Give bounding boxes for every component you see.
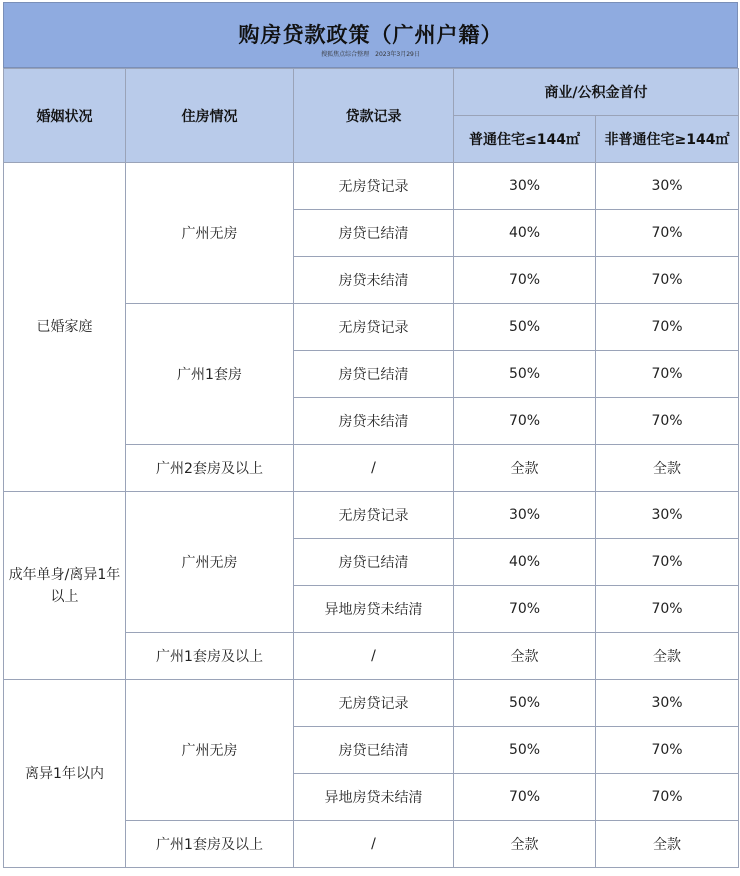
loan-record-cell: 房贷已结清 <box>294 539 454 586</box>
housing-status-cell: 广州1套房及以上 <box>126 633 294 680</box>
loan-record-cell: 房贷未结清 <box>294 257 454 304</box>
loan-record-cell: / <box>294 445 454 492</box>
housing-status-cell: 广州1套房及以上 <box>126 821 294 868</box>
non-normal-down-payment-cell: 全款 <box>596 821 739 868</box>
normal-down-payment-cell: 40% <box>454 210 596 257</box>
housing-status-cell: 广州2套房及以上 <box>126 445 294 492</box>
header-marital: 婚姻状况 <box>4 69 126 163</box>
title-bar <box>3 2 738 68</box>
non-normal-down-payment-cell: 全款 <box>596 445 739 492</box>
normal-down-payment-cell: 70% <box>454 398 596 445</box>
header-loan: 贷款记录 <box>294 69 454 163</box>
loan-record-cell: 无房贷记录 <box>294 680 454 727</box>
header-down-payment: 商业/公积金首付 <box>454 69 739 116</box>
housing-status-cell: 广州无房 <box>126 163 294 304</box>
normal-down-payment-cell: 70% <box>454 774 596 821</box>
loan-record-cell: 异地房贷未结清 <box>294 586 454 633</box>
loan-record-cell: 异地房贷未结清 <box>294 774 454 821</box>
normal-down-payment-cell: 全款 <box>454 633 596 680</box>
non-normal-down-payment-cell: 全款 <box>596 633 739 680</box>
loan-record-cell: 房贷已结清 <box>294 351 454 398</box>
non-normal-down-payment-cell: 30% <box>596 680 739 727</box>
non-normal-down-payment-cell: 70% <box>596 304 739 351</box>
non-normal-down-payment-cell: 70% <box>596 774 739 821</box>
housing-status-cell: 广州无房 <box>126 492 294 633</box>
loan-record-cell: 房贷已结清 <box>294 727 454 774</box>
table-row <box>4 163 739 210</box>
non-normal-down-payment-cell: 70% <box>596 539 739 586</box>
normal-down-payment-cell: 50% <box>454 727 596 774</box>
marital-status-cell: 已婚家庭 <box>4 163 126 492</box>
normal-down-payment-cell: 50% <box>454 351 596 398</box>
page-title: 购房贷款政策（广州户籍） <box>238 23 503 47</box>
non-normal-down-payment-cell: 30% <box>596 492 739 539</box>
marital-status-cell: 成年单身/离异1年以上 <box>4 492 126 680</box>
loan-record-cell: 无房贷记录 <box>294 163 454 210</box>
loan-record-cell: 无房贷记录 <box>294 304 454 351</box>
page-subtitle: 搜狐焦点综合整理 2023年3月29日 <box>321 51 420 58</box>
normal-down-payment-cell: 全款 <box>454 445 596 492</box>
housing-status-cell: 广州1套房 <box>126 304 294 445</box>
loan-record-cell: / <box>294 633 454 680</box>
normal-down-payment-cell: 50% <box>454 304 596 351</box>
loan-record-cell: 房贷未结清 <box>294 398 454 445</box>
non-normal-down-payment-cell: 70% <box>596 210 739 257</box>
non-normal-down-payment-cell: 70% <box>596 727 739 774</box>
non-normal-down-payment-cell: 70% <box>596 398 739 445</box>
non-normal-down-payment-cell: 30% <box>596 163 739 210</box>
normal-down-payment-cell: 70% <box>454 586 596 633</box>
table-body <box>4 163 739 868</box>
normal-down-payment-cell: 50% <box>454 680 596 727</box>
normal-down-payment-cell: 全款 <box>454 821 596 868</box>
housing-status-cell: 广州无房 <box>126 680 294 821</box>
header-non-normal: 非普通住宅≥144㎡ <box>596 116 739 163</box>
policy-table <box>3 68 739 868</box>
table-row <box>4 492 739 539</box>
table-row <box>4 680 739 727</box>
header-housing: 住房情况 <box>126 69 294 163</box>
marital-status-cell: 离异1年以内 <box>4 680 126 868</box>
non-normal-down-payment-cell: 70% <box>596 257 739 304</box>
normal-down-payment-cell: 40% <box>454 539 596 586</box>
loan-record-cell: / <box>294 821 454 868</box>
normal-down-payment-cell: 70% <box>454 257 596 304</box>
non-normal-down-payment-cell: 70% <box>596 351 739 398</box>
normal-down-payment-cell: 30% <box>454 163 596 210</box>
loan-record-cell: 房贷已结清 <box>294 210 454 257</box>
non-normal-down-payment-cell: 70% <box>596 586 739 633</box>
loan-record-cell: 无房贷记录 <box>294 492 454 539</box>
header-normal: 普通住宅≤144㎡ <box>454 116 596 163</box>
normal-down-payment-cell: 30% <box>454 492 596 539</box>
